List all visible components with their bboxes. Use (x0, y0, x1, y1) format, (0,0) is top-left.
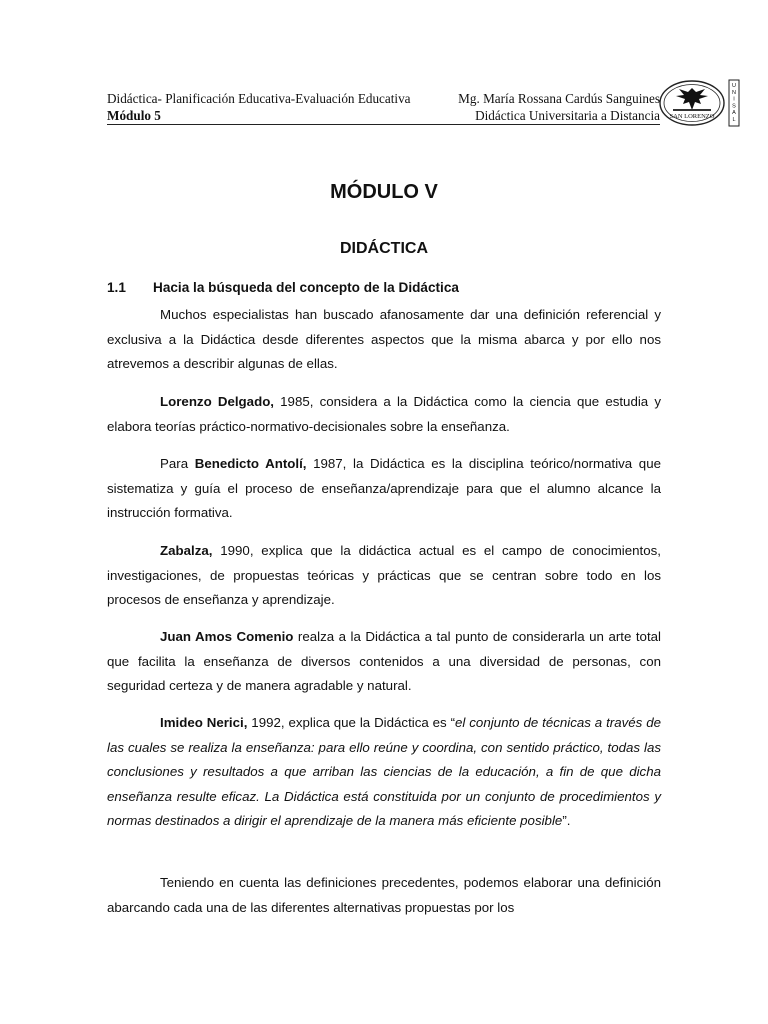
paragraph-1-text: Muchos especialistas han buscado afanosamente dar una definición referencial y exclusiva a la Didáctica desde diferentes aspectos que la misma abarca y por ello nos atrevemos a describir algunas de ellas. (107, 307, 661, 371)
paragraph-2-text: 1985, considera a la Didáctica como la ciencia que estudia y elabora teorías práctico-normativo-decisionales sobre la enseñanza. (107, 394, 661, 434)
module-title: MÓDULO V (330, 181, 438, 203)
paragraph-2 (107, 390, 661, 439)
paragraph-6-quote: el conjunto de técnicas a través de las cuales se realiza la enseñanza: para ello reúne y coordina, con sentido práctico, todas las conclusiones y resultados a que arriban las ciencias de la educación, a fin de que dicha enseñanza resulte eficaz. La Didáctica está constituida por un conjunto de procedimientos y normas destinados a dirigir el aprendizaje de la manera más eficiente posible (107, 715, 661, 828)
paragraph-4-text: 1990, explica que la didáctica actual es el campo de conocimientos, investigaciones, de propuestas teóricas y prácticas que se centran sobre todo en los procesos de enseñanza y aprendizaje. (107, 543, 661, 607)
university-logo (659, 78, 741, 128)
module-subtitle: DIDÁCTICA (340, 240, 428, 257)
page-header (107, 90, 660, 125)
logo-text: SAN LORENZO (669, 113, 715, 120)
paragraph-6-end: ”. (562, 813, 571, 828)
section-heading (107, 280, 459, 295)
author-name: Zabalza, (160, 543, 213, 558)
paragraph-3-text: 1987, la Didáctica es la disciplina teórico/normativa que sistematiza y guía el proceso de enseñanza/aprendizaje para que el alumno alcance la instrucción formativa. (107, 456, 661, 520)
logo-side-text: U N I S A L (732, 83, 736, 123)
author-name: Lorenzo Delgado, (160, 394, 275, 409)
paragraph-5 (107, 625, 661, 699)
author-name: Imideo Nerici, (160, 715, 248, 730)
header-course: Didáctica- Planificación Educativa-Evaluación Educativa (107, 91, 411, 106)
header-program: Didáctica Universitaria a Distancia (475, 108, 660, 123)
author-name: Benedicto Antolí, (194, 456, 307, 471)
header-module: Módulo 5 (107, 108, 161, 123)
author-name: Juan Amos Comenio (160, 629, 294, 644)
paragraph-6-text: 1992, explica que la Didáctica es “ (247, 715, 456, 730)
section-title: Hacia la búsqueda del concepto de la Didáctica (153, 280, 459, 295)
paragraph-7-text: Teniendo en cuenta las definiciones precedentes, podemos elaborar una definición abarcando cada una de las diferentes alternativas propuestas por los (107, 875, 661, 915)
header-row-1 (107, 90, 660, 107)
header-author: Mg. María Rossana Cardús Sanguines (458, 91, 660, 106)
header-row-2 (107, 107, 660, 124)
paragraph-3-pre: Para (160, 456, 195, 471)
paragraph-4 (107, 539, 661, 613)
paragraph-6 (107, 711, 661, 834)
section-number: 1.1 (107, 280, 126, 295)
paragraph-7 (107, 871, 661, 920)
paragraph-3 (107, 452, 661, 526)
paragraph-5-text: realza a la Didáctica a tal punto de considerarla un arte total que facilita la enseñanza de diversos contenidos a una diversidad de personas, con seguridad certeza y de manera agradable y natural. (107, 629, 661, 693)
paragraph-1 (107, 303, 661, 377)
